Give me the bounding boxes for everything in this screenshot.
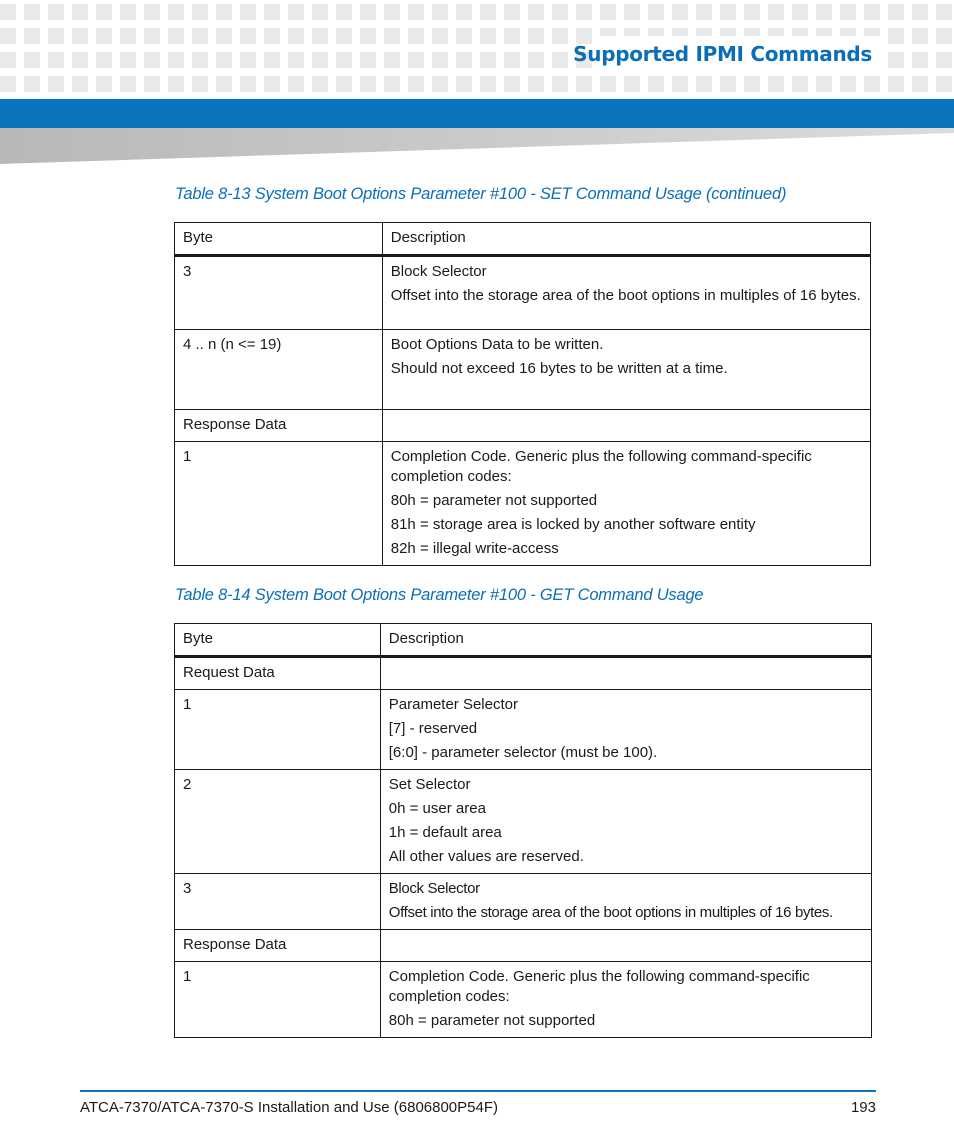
description-line: 80h = parameter not supported	[390, 492, 598, 509]
description-cell	[380, 770, 871, 874]
description-line: Should not exceed 16 bytes to be written at a time.	[390, 360, 728, 377]
description-cell	[380, 962, 871, 1038]
table2-caption: Table 8-14 System Boot Options Parameter #100 - GET Command Usage	[175, 586, 704, 604]
description-cell	[380, 874, 871, 930]
description-cell	[380, 930, 871, 962]
byte-cell: 2	[175, 770, 381, 874]
description-line: [7] - reserved	[388, 720, 478, 737]
table-row	[175, 330, 871, 410]
byte-cell: 4 .. n (n <= 19)	[175, 330, 383, 410]
description-line: Completion Code. Generic plus the following command-specific completion codes:	[388, 968, 810, 1005]
table-row	[175, 962, 872, 1038]
footer-rule	[80, 1090, 876, 1092]
table-row	[175, 874, 872, 930]
table2	[174, 623, 872, 1038]
description-cell	[382, 410, 870, 442]
description-cell	[382, 442, 870, 566]
footer-page-number: 193	[850, 1099, 876, 1116]
description-line: Set Selector	[388, 776, 471, 793]
table-row	[175, 657, 872, 690]
column-header-byte: Byte	[175, 223, 383, 256]
description-line: Boot Options Data to be written.	[390, 336, 604, 353]
section-label-cell: Request Data	[175, 657, 381, 690]
description-line: Parameter Selector	[388, 696, 518, 713]
description-line: 80h = parameter not supported	[388, 1012, 596, 1029]
description-line: 82h = illegal write-access	[390, 540, 559, 557]
description-line: 81h = storage area is locked by another software entity	[390, 516, 756, 533]
column-header-description: Description	[380, 624, 871, 657]
description-line: Offset into the storage area of the boot options in multiples of 16 bytes.	[390, 287, 861, 304]
table1-caption: Table 8-13 System Boot Options Parameter #100 - SET Command Usage (continued)	[175, 185, 787, 203]
section-title: Supported IPMI Commands	[573, 42, 872, 66]
table-row	[175, 410, 871, 442]
byte-cell: 1	[175, 442, 383, 566]
footer-document-title: ATCA-7370/ATCA-7370-S Installation and Use (6806800P54F)	[80, 1099, 499, 1116]
description-cell	[382, 330, 870, 410]
column-header-byte: Byte	[175, 624, 381, 657]
table1-header-row	[175, 223, 871, 256]
description-line: 1h = default area	[388, 824, 502, 841]
table-row	[175, 690, 872, 770]
table1	[174, 222, 871, 566]
column-header-description: Description	[382, 223, 870, 256]
byte-cell: 1	[175, 690, 381, 770]
description-line: Block Selector	[388, 880, 480, 897]
description-line: Completion Code. Generic plus the following command-specific completion codes:	[390, 448, 812, 485]
description-line: [6:0] - parameter selector (must be 100).	[388, 744, 658, 761]
description-cell	[382, 256, 870, 330]
table-row	[175, 930, 872, 962]
description-cell	[380, 657, 871, 690]
byte-cell: 1	[175, 962, 381, 1038]
table2-header-row	[175, 624, 872, 657]
byte-cell: 3	[175, 874, 381, 930]
section-label-cell: Response Data	[175, 930, 381, 962]
description-line: Block Selector	[390, 263, 487, 280]
header-gray-swoosh	[0, 128, 954, 164]
description-line: Offset into the storage area of the boot options in multiples of 16 bytes.	[388, 904, 833, 921]
table-row	[175, 256, 871, 330]
byte-cell: 3	[175, 256, 383, 330]
description-line: 0h = user area	[388, 800, 486, 817]
description-line: All other values are reserved.	[388, 848, 584, 865]
table-row	[175, 770, 872, 874]
header-blue-bar	[0, 99, 954, 128]
table-row	[175, 442, 871, 566]
section-label-cell: Response Data	[175, 410, 383, 442]
description-cell	[380, 690, 871, 770]
